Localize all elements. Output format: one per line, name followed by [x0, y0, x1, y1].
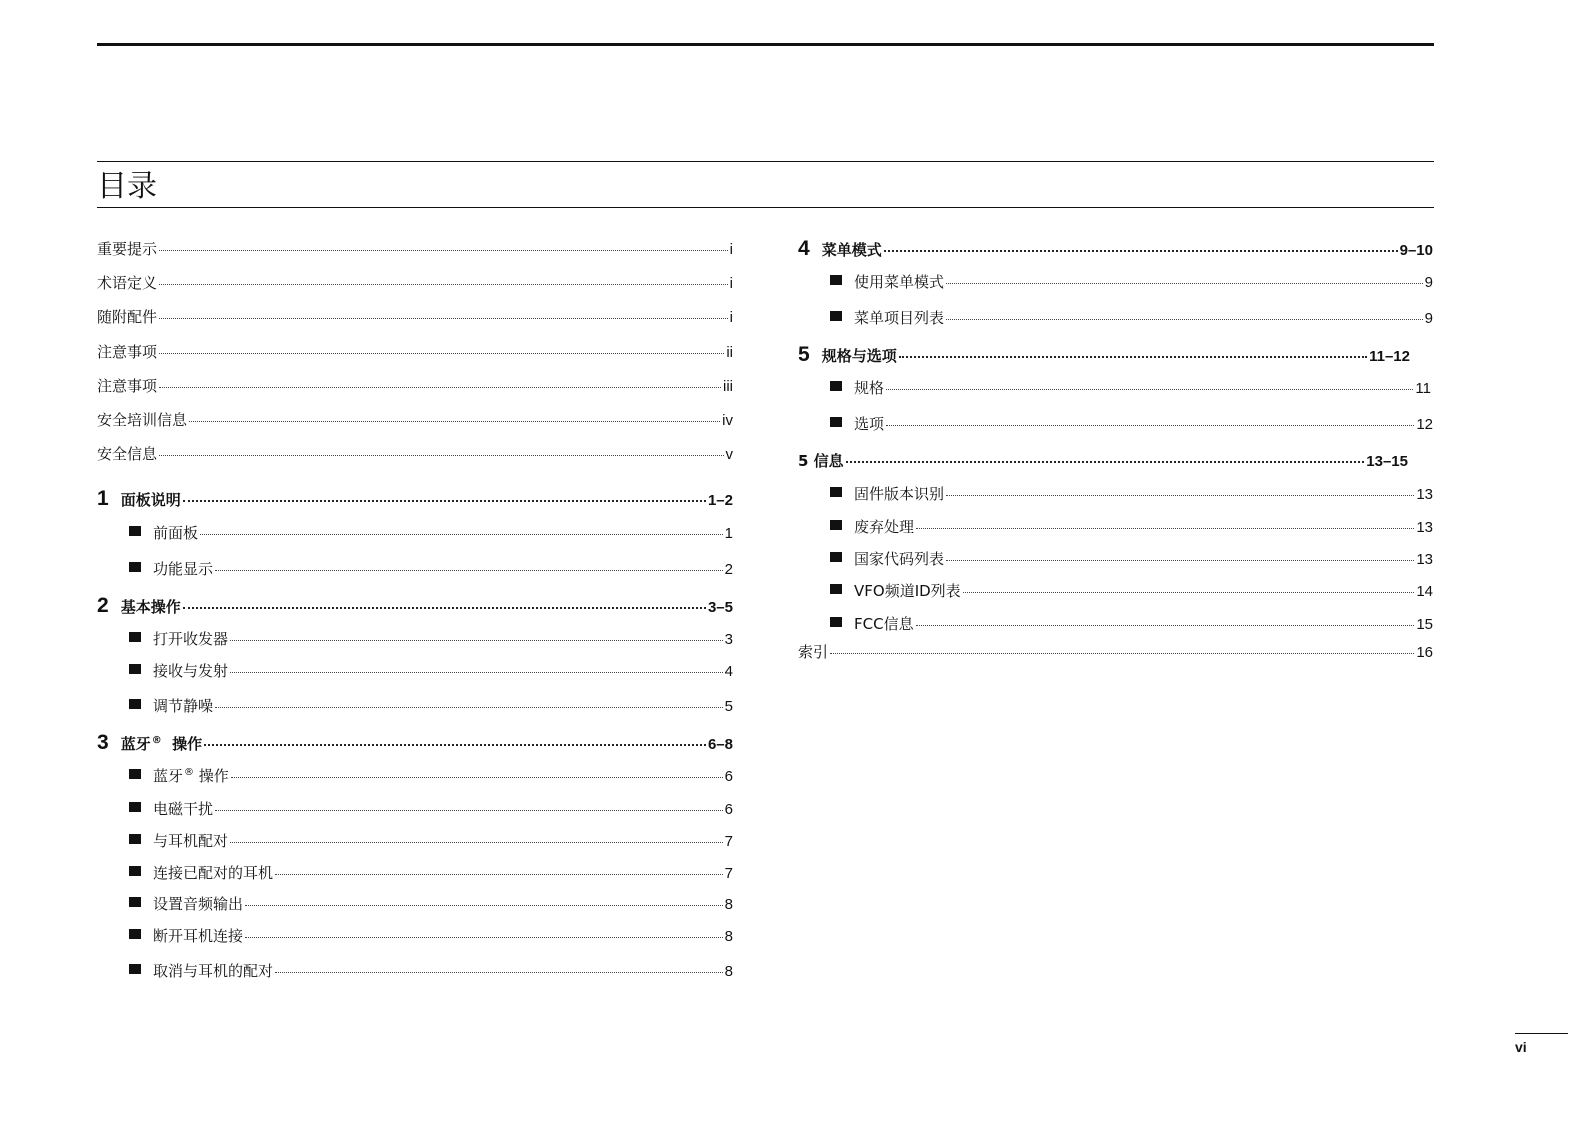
toc-entry-label: 接收与发射 [153, 662, 229, 680]
toc-entry-page: i [729, 275, 733, 292]
toc-entry-page: 9 [1424, 310, 1433, 327]
square-bullet-icon [129, 964, 141, 974]
title-top-rule [97, 161, 1434, 162]
toc-entry-label: 重要提示 [97, 240, 158, 258]
toc-subentry[interactable] [129, 765, 733, 787]
toc-entry-label: 索引 [798, 643, 829, 661]
toc-entry-page: 15 [1416, 616, 1433, 633]
toc-entry-page: ii [726, 344, 733, 361]
dot-leader [231, 777, 723, 778]
toc-entry-label: 安全培训信息 [97, 411, 188, 429]
chapter-page: 13–15 [1366, 453, 1408, 470]
toc-entry-label: 前面板 [153, 524, 199, 542]
toc-chapter-3[interactable] [97, 731, 733, 753]
toc-subentry[interactable] [129, 660, 733, 682]
toc-subentry[interactable] [830, 516, 1433, 538]
dot-leader [204, 744, 706, 746]
dot-leader [215, 570, 723, 571]
chapter-page: 3–5 [707, 599, 733, 616]
toc-entry-page: 2 [724, 561, 733, 578]
toc-entry-page: i [729, 309, 733, 326]
toc-entry-label: VFO频道ID列表 [854, 582, 961, 600]
toc-entry[interactable] [97, 341, 733, 363]
toc-subentry[interactable] [129, 558, 733, 580]
dot-leader [215, 810, 723, 811]
toc-chapter-4[interactable] [798, 237, 1433, 259]
dot-leader [830, 653, 1414, 654]
square-bullet-icon [129, 562, 141, 572]
chapter-label: 5 信息 [798, 452, 844, 470]
dot-leader [159, 250, 728, 251]
square-bullet-icon [129, 802, 141, 812]
toc-entry-label: 调节静噪 [153, 697, 214, 715]
toc-entry-label: 随附配件 [97, 308, 158, 326]
chapter-number: 2 [97, 594, 109, 617]
toc-entry-label: 国家代码列表 [854, 550, 945, 568]
square-bullet-icon [129, 929, 141, 939]
chapter-label: 基本操作 [120, 598, 181, 616]
dot-leader [200, 534, 723, 535]
toc-entry-page: 13 [1416, 486, 1433, 503]
square-bullet-icon [830, 487, 842, 497]
toc-entry-page: 12 [1416, 416, 1433, 433]
toc-entry-label: 功能显示 [153, 560, 214, 578]
dot-leader [946, 560, 1414, 561]
toc-subentry[interactable] [129, 522, 733, 544]
toc-entry-page: 14 [1416, 583, 1433, 600]
toc-subentry[interactable] [129, 960, 733, 982]
toc-entry-page: 4 [724, 663, 733, 680]
toc-index-entry[interactable] [798, 641, 1433, 663]
toc-subentry[interactable] [129, 830, 733, 852]
toc-entry-label: 电磁干扰 [153, 800, 214, 818]
square-bullet-icon [830, 311, 842, 321]
toc-entry-page: 8 [724, 963, 733, 980]
toc-entry-page: 16 [1416, 644, 1433, 661]
dot-leader [946, 283, 1423, 284]
square-bullet-icon [830, 617, 842, 627]
dot-leader [230, 672, 723, 673]
square-bullet-icon [129, 699, 141, 709]
toc-entry-page: iii [723, 378, 733, 395]
toc-subentry[interactable] [129, 628, 733, 650]
toc-subentry[interactable] [830, 580, 1433, 602]
toc-entry-label: 术语定义 [97, 274, 158, 292]
dot-leader [159, 318, 728, 319]
toc-entry-label: 打开收发器 [153, 630, 229, 648]
square-bullet-icon [830, 381, 842, 391]
toc-entry-page: v [725, 446, 733, 463]
toc-entry-label: 连接已配对的耳机 [153, 864, 274, 882]
dot-leader [159, 284, 728, 285]
dot-leader [183, 607, 706, 609]
toc-subentry[interactable] [129, 798, 733, 820]
title-bottom-rule [97, 207, 1434, 208]
chapter-number: 1 [97, 487, 109, 510]
dot-leader [159, 353, 724, 354]
dot-leader [275, 972, 723, 973]
chapter-label: 蓝牙® 操作 [120, 735, 203, 753]
page-title: 目录 [97, 169, 157, 204]
chapter-number: 4 [798, 237, 810, 260]
toc-subentry[interactable] [830, 613, 1433, 635]
toc-entry-label: 使用菜单模式 [854, 273, 945, 291]
toc-chapter-1[interactable] [97, 487, 733, 509]
toc-entry-page: 13 [1416, 551, 1433, 568]
dot-leader [899, 356, 1367, 358]
toc-subentry[interactable] [830, 483, 1433, 505]
footer-rule [1515, 1033, 1568, 1034]
dot-leader [963, 592, 1415, 593]
toc-subentry[interactable] [129, 925, 733, 947]
toc-subentry[interactable] [830, 548, 1433, 570]
toc-entry[interactable] [97, 238, 733, 260]
square-bullet-icon [830, 584, 842, 594]
toc-entry-label: 注意事项 [97, 343, 158, 361]
square-bullet-icon [129, 866, 141, 876]
toc-entry-label: 安全信息 [97, 445, 158, 463]
toc-entry-page: 8 [724, 896, 733, 913]
toc-entry-label: FCC信息 [854, 615, 914, 633]
toc-entry-label: 与耳机配对 [153, 832, 229, 850]
dot-leader [846, 461, 1365, 463]
toc-entry-page: 3 [724, 631, 733, 648]
toc-entry-label: 蓝牙® 操作 [153, 767, 229, 785]
toc-entry-page: i [729, 241, 733, 258]
chapter-page: 1–2 [707, 492, 733, 509]
toc-entry-label: 选项 [854, 415, 885, 433]
square-bullet-icon [129, 769, 141, 779]
dot-leader [230, 640, 723, 641]
toc-entry-label: 固件版本识别 [854, 485, 945, 503]
square-bullet-icon [129, 664, 141, 674]
chapter-number: 3 [97, 731, 109, 754]
dot-leader [183, 500, 706, 502]
dot-leader [916, 528, 1414, 529]
toc-entry[interactable] [97, 272, 733, 294]
square-bullet-icon [830, 417, 842, 427]
toc-chapter-5[interactable] [798, 343, 1410, 365]
toc-entry-label: 断开耳机连接 [153, 927, 244, 945]
chapter-number: 5 [798, 343, 810, 366]
dot-leader [886, 389, 1413, 390]
toc-entry-page: 6 [724, 801, 733, 818]
toc-entry-page: 1 [724, 525, 733, 542]
toc-entry[interactable] [97, 443, 733, 465]
chapter-page: 9–10 [1399, 242, 1433, 259]
chapter-page: 11–12 [1369, 348, 1410, 365]
dot-leader [189, 421, 720, 422]
dot-leader [245, 937, 723, 938]
toc-entry-label: 菜单项目列表 [854, 309, 945, 327]
dot-leader [245, 905, 723, 906]
toc-entry-page: 11 [1415, 380, 1431, 397]
chapter-page: 6–8 [707, 736, 733, 753]
top-rule [97, 43, 1434, 46]
square-bullet-icon [830, 275, 842, 285]
toc-entry-page: 13 [1416, 519, 1433, 536]
square-bullet-icon [129, 632, 141, 642]
dot-leader [275, 874, 723, 875]
toc-entry-label: 废弃处理 [854, 518, 915, 536]
toc-entry-page: 8 [724, 928, 733, 945]
dot-leader [946, 319, 1423, 320]
square-bullet-icon [830, 520, 842, 530]
dot-leader [215, 707, 723, 708]
toc-entry[interactable] [97, 375, 733, 397]
toc-entry-label: 规格 [854, 379, 885, 397]
toc-chapter-5-info[interactable] [798, 450, 1408, 472]
toc-entry-label: 设置音频输出 [153, 895, 244, 913]
dot-leader [946, 495, 1414, 496]
toc-entry-page: 6 [724, 768, 733, 785]
toc-subentry[interactable] [830, 307, 1433, 329]
square-bullet-icon [129, 834, 141, 844]
square-bullet-icon [830, 552, 842, 562]
dot-leader [230, 842, 723, 843]
dot-leader [159, 387, 721, 388]
toc-entry-page: 7 [724, 865, 733, 882]
toc-subentry[interactable] [129, 862, 733, 884]
page-number: vi [1515, 1039, 1527, 1055]
square-bullet-icon [129, 897, 141, 907]
toc-entry-page: 7 [724, 833, 733, 850]
dot-leader [159, 455, 723, 456]
chapter-label: 菜单模式 [821, 241, 882, 259]
toc-subentry[interactable] [830, 413, 1433, 435]
toc-entry[interactable] [97, 409, 733, 431]
toc-entry-page: iv [722, 412, 733, 429]
toc-entry-label: 注意事项 [97, 377, 158, 395]
toc-entry[interactable] [97, 306, 733, 328]
dot-leader [886, 425, 1414, 426]
chapter-label: 面板说明 [120, 491, 181, 509]
square-bullet-icon [129, 526, 141, 536]
toc-entry-page: 5 [724, 698, 733, 715]
toc-chapter-2[interactable] [97, 594, 733, 616]
dot-leader [916, 625, 1415, 626]
toc-entry-page: 9 [1424, 274, 1433, 291]
toc-subentry[interactable] [830, 377, 1431, 399]
toc-subentry[interactable] [129, 893, 733, 915]
chapter-label: 规格与选项 [821, 347, 897, 365]
toc-subentry[interactable] [129, 695, 733, 717]
toc-entry-label: 取消与耳机的配对 [153, 962, 274, 980]
toc-subentry[interactable] [830, 271, 1433, 293]
dot-leader [884, 250, 1398, 252]
